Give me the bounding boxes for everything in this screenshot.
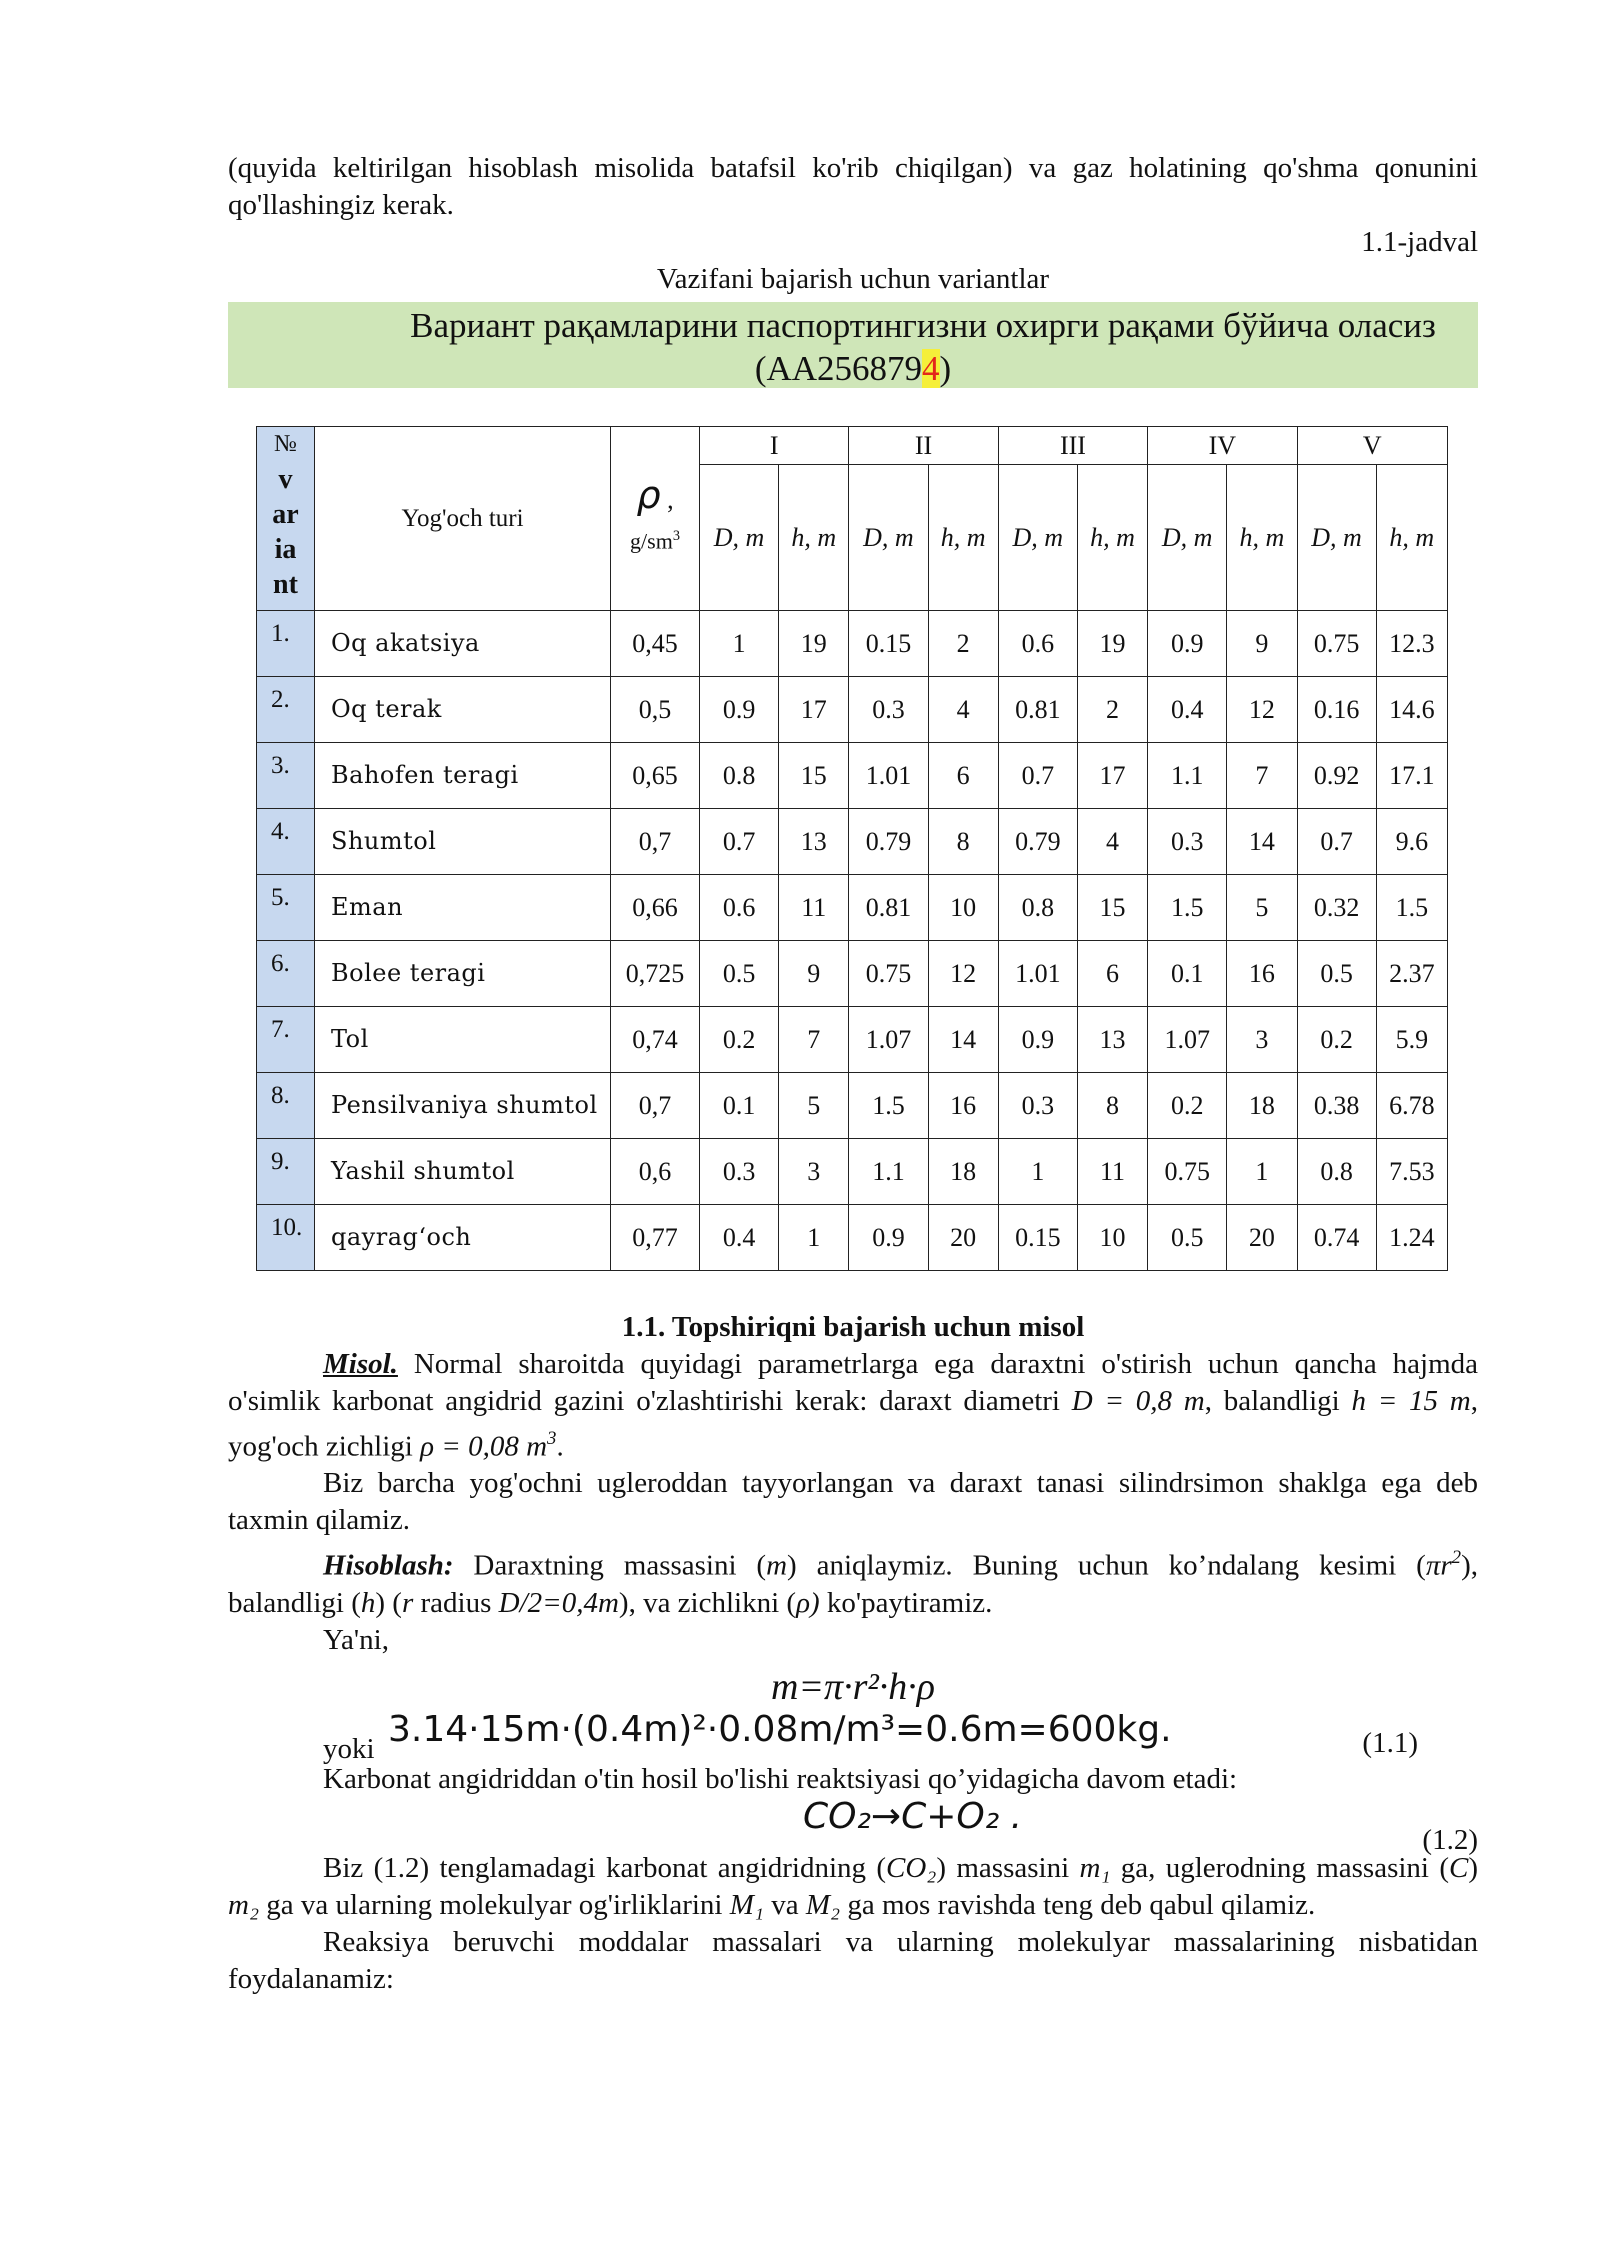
equation-mass: m=π·r²·h·ρ	[770, 1665, 936, 1708]
height-value: 16	[928, 1073, 998, 1139]
diameter-value: 0.3	[998, 1073, 1077, 1139]
table-row	[257, 1205, 1448, 1271]
height-value: 12	[928, 941, 998, 1007]
diameter-value: 0.5	[1148, 1205, 1227, 1271]
wood-type: qayrag‘och	[315, 1205, 611, 1271]
reaction-paragraph: Karbonat angidriddan o'tin hosil bo'lishi reaktsiyasi qo’yidagicha davom etadi:	[323, 1762, 1238, 1795]
variant-number: 10.	[257, 1205, 315, 1271]
diameter-value: 0.9	[849, 1205, 928, 1271]
variant-number: 7.	[257, 1007, 315, 1073]
height-value: 1	[1227, 1139, 1297, 1205]
height-value: 8	[1077, 1073, 1147, 1139]
height-value: 18	[928, 1139, 998, 1205]
density-value: 0,45	[611, 611, 700, 677]
diameter-value: 0.2	[1148, 1073, 1227, 1139]
wood-type: Tol	[315, 1007, 611, 1073]
height-value: 5	[779, 1073, 849, 1139]
variant-number: 2.	[257, 677, 315, 743]
variant-number-header: № v ar ia nt	[257, 427, 315, 611]
variant-number: 6.	[257, 941, 315, 1007]
diameter-value: 1	[700, 611, 779, 677]
equation-calc: 3.14·15m·(0.4m)²·0.08m/m³=0.6m=600kg.	[388, 1708, 1172, 1750]
diameter-value: 0.3	[1148, 809, 1227, 875]
hisoblash-label: Hisoblash:	[323, 1549, 454, 1582]
table-row	[257, 1073, 1448, 1139]
density-value: 0,7	[611, 809, 700, 875]
wood-type-header: Yog'och turi	[315, 427, 611, 611]
diameter-value: 0.6	[700, 875, 779, 941]
density-value: 0,6	[611, 1139, 700, 1205]
diameter-value: 0.6	[998, 611, 1077, 677]
height-value: 3	[779, 1139, 849, 1205]
d-header: D, m	[998, 465, 1077, 611]
group-header-I: I	[700, 427, 849, 465]
diameter-value: 1.1	[1148, 743, 1227, 809]
diameter-value: 0.15	[998, 1205, 1077, 1271]
document-page	[228, 150, 1478, 1998]
density-value: 0,74	[611, 1007, 700, 1073]
yoki-text: yoki	[323, 1732, 375, 1765]
height-value: 13	[779, 809, 849, 875]
height-value: 1	[779, 1205, 849, 1271]
height-value: 7	[1227, 743, 1297, 809]
equation-reaction: CO₂→C+O₂ .	[803, 1795, 1023, 1837]
diameter-value: 0.38	[1297, 1073, 1376, 1139]
diameter-value: 0.32	[1297, 875, 1376, 941]
diameter-value: 0.5	[700, 941, 779, 1007]
height-value: 10	[1077, 1205, 1147, 1271]
height-value: 15	[1077, 875, 1147, 941]
density-header: ρ , $g/sm^3$	[611, 427, 700, 611]
height-value: 17	[1077, 743, 1147, 809]
h-header: h, m	[1227, 465, 1297, 611]
height-value: 2.37	[1376, 941, 1447, 1007]
d-header: D, m	[700, 465, 779, 611]
height-value: 4	[1077, 809, 1147, 875]
height-value: 7	[779, 1007, 849, 1073]
density-value: 0,66	[611, 875, 700, 941]
height-value: 11	[1077, 1139, 1147, 1205]
group-header-V: V	[1297, 427, 1448, 465]
diameter-value: 0.2	[700, 1007, 779, 1073]
d-header: D, m	[1148, 465, 1227, 611]
diameter-value: 1.1	[849, 1139, 928, 1205]
density-value: 0,65	[611, 743, 700, 809]
table-row	[257, 743, 1448, 809]
height-value: 15	[779, 743, 849, 809]
diameter-value: 0.79	[998, 809, 1077, 875]
table-row	[257, 1007, 1448, 1073]
diameter-value: 0.9	[1148, 611, 1227, 677]
diameter-value: 0.1	[1148, 941, 1227, 1007]
diameter-value: 0.75	[1148, 1139, 1227, 1205]
table-row	[257, 875, 1448, 941]
height-value: 19	[1077, 611, 1147, 677]
height-value: 9	[779, 941, 849, 1007]
height-value: 6	[1077, 941, 1147, 1007]
height-value: 12.3	[1376, 611, 1447, 677]
height-value: 3	[1227, 1007, 1297, 1073]
diameter-value: 1.5	[1148, 875, 1227, 941]
h-header: h, m	[928, 465, 998, 611]
highlighted-digit: 4	[922, 349, 940, 388]
group-header-IV: IV	[1148, 427, 1297, 465]
diameter-value: 0.8	[998, 875, 1077, 941]
calculation-paragraph: Hisoblash: Daraxtning massasini (m) aniqlaymiz. Buning uchun ko’ndalang kesimi $(\pi r^2)$, balandligi (h) (r radius D/2=0,4m), va zichlikni (ρ) ko'paytiramiz.	[228, 1547, 1479, 1619]
table-row	[257, 941, 1448, 1007]
equation-reaction-line	[228, 1795, 1478, 1856]
diameter-value: 1.01	[849, 743, 928, 809]
diameter-value: 0.15	[849, 611, 928, 677]
height-value: 14	[1227, 809, 1297, 875]
table-row	[257, 611, 1448, 677]
density-value: 0,77	[611, 1205, 700, 1271]
diameter-value: 0.16	[1297, 677, 1376, 743]
diameter-value: 0.9	[998, 1007, 1077, 1073]
misol-paragraph: Misol. Normal sharoitda quyidagi parametrlarga ega daraxtni o'stirish uchun qancha hajmda o'simlik karbonat angidrid gazini o'zlashtirishi kerak: daraxt diametri D = 0,8 m, balandligi h = 15 m, yog'och zichligi ρ = 0,08 $m^3$.	[228, 1348, 1478, 1463]
variant-number: 8.	[257, 1073, 315, 1139]
variant-number: 3.	[257, 743, 315, 809]
height-value: 8	[928, 809, 998, 875]
d-header: D, m	[1297, 465, 1376, 611]
variant-number: 9.	[257, 1139, 315, 1205]
diameter-value: 0.79	[849, 809, 928, 875]
wood-type: Yashil shumtol	[315, 1139, 611, 1205]
height-value: 9	[1227, 611, 1297, 677]
height-value: 18	[1227, 1073, 1297, 1139]
biz-paragraph: Biz (1.2) tenglamadagi karbonat angidridning (CO₂) massasini m₁ ga, uglerodning massasini (C) m₂ ga va ularning molekulyar og'irliklarini M₁ va M₂ ga mos ravishda teng deb qabul qilamiz.	[228, 1851, 1478, 1921]
height-value: 19	[779, 611, 849, 677]
table-row	[257, 1139, 1448, 1205]
h-header: h, m	[779, 465, 849, 611]
height-value: 13	[1077, 1007, 1147, 1073]
diameter-value: 1.5	[849, 1073, 928, 1139]
wood-type: Oq akatsiya	[315, 611, 611, 677]
height-value: 6	[928, 743, 998, 809]
section-title: 1.1. Topshiriqni bajarish uchun misol	[621, 1311, 1085, 1343]
last-paragraph: Reaksiya beruvchi moddalar massalari va ularning molekulyar massalarining nisbatidan foydalanamiz:	[228, 1925, 1478, 1995]
height-value: 17	[779, 677, 849, 743]
density-value: 0,7	[611, 1073, 700, 1139]
diameter-value: 0.8	[1297, 1139, 1376, 1205]
height-value: 20	[928, 1205, 998, 1271]
height-value: 12	[1227, 677, 1297, 743]
height-value: 14	[928, 1007, 998, 1073]
variants-table	[256, 426, 1448, 1271]
variant-number: 1.	[257, 611, 315, 677]
height-value: 7.53	[1376, 1139, 1447, 1205]
height-value: 17.1	[1376, 743, 1447, 809]
intro-paragraph: (quyida keltirilgan hisoblash misolida batafsil ko'rib chiqilgan) va gaz holatining qo'shma qonunini qo'llashingiz kerak.	[228, 152, 1478, 221]
diameter-value: 0.7	[700, 809, 779, 875]
height-value: 2	[928, 611, 998, 677]
equation-number-1-1: (1.1)	[1362, 1726, 1418, 1759]
height-value: 4	[928, 677, 998, 743]
height-value: 16	[1227, 941, 1297, 1007]
group-header-III: III	[998, 427, 1147, 465]
height-value: 20	[1227, 1205, 1297, 1271]
variant-number: 4.	[257, 809, 315, 875]
height-value: 5.9	[1376, 1007, 1447, 1073]
diameter-value: 0.3	[849, 677, 928, 743]
diameter-value: 0.2	[1297, 1007, 1376, 1073]
density-value: 0,5	[611, 677, 700, 743]
equation-calc-line	[228, 1708, 1478, 1765]
table-body	[257, 611, 1448, 1271]
diameter-value: 1.07	[849, 1007, 928, 1073]
wood-type: Oq terak	[315, 677, 611, 743]
density-value: 0,725	[611, 941, 700, 1007]
diameter-value: 0.75	[1297, 611, 1376, 677]
diameter-value: 0.75	[849, 941, 928, 1007]
wood-type: Bolee teragi	[315, 941, 611, 1007]
height-value: 10	[928, 875, 998, 941]
d-header: D, m	[849, 465, 928, 611]
wood-type: Bahofen teragi	[315, 743, 611, 809]
diameter-value: 0.1	[700, 1073, 779, 1139]
diameter-value: 1.07	[1148, 1007, 1227, 1073]
diameter-value: 0.4	[700, 1205, 779, 1271]
height-value: 1.5	[1376, 875, 1447, 941]
diameter-value: 1	[998, 1139, 1077, 1205]
diameter-value: 0.74	[1297, 1205, 1376, 1271]
wood-type: Shumtol	[315, 809, 611, 875]
diameter-value: 0.4	[1148, 677, 1227, 743]
table-row	[257, 677, 1448, 743]
diameter-value: 0.9	[700, 677, 779, 743]
wood-type: Eman	[315, 875, 611, 941]
height-value: 2	[1077, 677, 1147, 743]
height-value: 1.24	[1376, 1205, 1447, 1271]
h-header: h, m	[1077, 465, 1147, 611]
wood-type: Pensilvaniya shumtol	[315, 1073, 611, 1139]
diameter-value: 0.81	[849, 875, 928, 941]
misol-label: Misol.	[323, 1348, 398, 1380]
height-value: 5	[1227, 875, 1297, 941]
height-value: 9.6	[1376, 809, 1447, 875]
height-value: 14.6	[1376, 677, 1447, 743]
diameter-value: 0.92	[1297, 743, 1376, 809]
diameter-value: 0.81	[998, 677, 1077, 743]
diameter-value: 0.7	[1297, 809, 1376, 875]
table-title: Vazifani bajarish uchun variantlar	[656, 263, 1050, 295]
assumption-paragraph: Biz barcha yog'ochni ugleroddan tayyorlangan va daraxt tanasi silindrsimon shaklga ega deb taxmin qilamiz.	[228, 1467, 1478, 1537]
banner-text: Вариант рақамларини паспортингизни охирги рақами бўйича оласиз	[410, 306, 1436, 345]
diameter-value: 1.01	[998, 941, 1077, 1007]
passport-code: (AA2568794)	[754, 349, 952, 388]
equation-number-1-2: (1.2)	[1422, 1823, 1478, 1856]
diameter-value: 0.7	[998, 743, 1077, 809]
variant-number: 5.	[257, 875, 315, 941]
diameter-value: 0.8	[700, 743, 779, 809]
group-header-II: II	[849, 427, 998, 465]
h-header: h, m	[1376, 465, 1447, 611]
diameter-value: 0.3	[700, 1139, 779, 1205]
table-row	[257, 809, 1448, 875]
height-value: 6.78	[1376, 1073, 1447, 1139]
height-value: 11	[779, 875, 849, 941]
variant-banner	[228, 302, 1478, 388]
diameter-value: 0.5	[1297, 941, 1376, 1007]
yani-text: Ya'ni,	[323, 1623, 389, 1656]
table-number: 1.1-jadval	[1361, 226, 1478, 258]
